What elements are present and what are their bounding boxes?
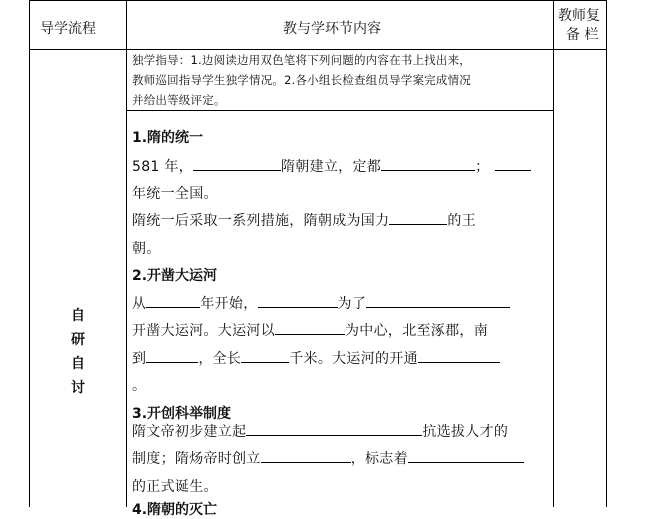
s3-line-1 xyxy=(132,421,508,441)
text: 581 年， xyxy=(132,159,193,175)
instruction-line-2: 教师巡回指导学生独学情况。2.各小组长检查组员导学案完成情况 xyxy=(132,73,471,87)
text: 制度；隋炀帝时创立 xyxy=(132,451,261,467)
section-label-char: 研 xyxy=(71,332,85,348)
fill-blank xyxy=(261,448,351,463)
text: 隋文帝初步建立起 xyxy=(132,424,247,440)
instruction-line-1: 独学指导：1.边阅读边用双色笔将下列问题的内容在书上找出来， xyxy=(132,53,471,67)
s3-line-3: 的正式诞生。 xyxy=(132,479,218,495)
fill-blank xyxy=(389,210,447,225)
table-border-left xyxy=(29,0,30,507)
fill-blank xyxy=(366,293,510,308)
table-border-right xyxy=(606,0,607,507)
column-divider-1 xyxy=(126,0,127,507)
fill-blank xyxy=(495,156,531,171)
s3-line-2 xyxy=(132,448,524,468)
header-teacher-notes-1: 教师复 xyxy=(558,8,600,24)
s2-line-4: 。 xyxy=(132,378,147,394)
text: ； xyxy=(475,159,490,175)
column-divider-2 xyxy=(553,0,554,507)
s2-line-1 xyxy=(132,293,510,313)
header-content: 教与学环节内容 xyxy=(283,21,381,37)
s2-line-2 xyxy=(132,320,488,340)
section-label-char: 自 xyxy=(71,308,85,324)
text: 千米。大运河的开通 xyxy=(289,351,418,367)
section-label-char: 自 xyxy=(71,356,85,372)
fill-blank xyxy=(418,348,500,363)
section-label xyxy=(66,304,90,400)
section-2-title: 2.开凿大运河 xyxy=(132,268,218,284)
header-process: 导学流程 xyxy=(40,21,96,37)
s1-line-3 xyxy=(132,210,476,230)
text: ，全长 xyxy=(198,351,242,367)
s1-line-4: 朝。 xyxy=(132,241,161,257)
text: 隋朝建立，定都 xyxy=(280,159,382,175)
fill-blank xyxy=(275,320,345,335)
text: 抗选拔人才的 xyxy=(422,424,509,440)
fill-blank xyxy=(408,448,524,463)
text: 为中心，北至涿郡，南 xyxy=(345,323,488,339)
header-teacher-notes-2: 备 栏 xyxy=(566,27,599,43)
text: 隋统一后采取一系列措施，隋朝成为国力 xyxy=(132,213,390,229)
text: 为了 xyxy=(337,296,367,312)
instruction-divider xyxy=(126,110,554,111)
section-1-title: 1.隋的统一 xyxy=(132,130,204,146)
fill-blank xyxy=(241,348,289,363)
text: 年开始， xyxy=(200,296,258,312)
s1-line-1 xyxy=(132,156,531,176)
section-3-title: 3.开创科举制度 xyxy=(132,406,232,422)
fill-blank xyxy=(246,421,422,436)
text: 从 xyxy=(132,296,147,312)
fill-blank xyxy=(146,348,198,363)
text: 开凿大运河。大运河以 xyxy=(132,323,275,339)
s1-line-2: 年统一全国。 xyxy=(132,186,218,202)
fill-blank xyxy=(146,293,200,308)
text: 的王 xyxy=(447,213,477,229)
fill-blank xyxy=(381,156,475,171)
text: 到 xyxy=(132,351,147,367)
section-label-char: 讨 xyxy=(71,380,85,396)
fill-blank xyxy=(258,293,338,308)
text: ，标志着 xyxy=(350,451,408,467)
section-4-title: 4.隋朝的灭亡 xyxy=(132,502,218,518)
s2-line-3 xyxy=(132,348,500,368)
table-border-top xyxy=(29,0,607,1)
fill-blank xyxy=(193,156,281,171)
instruction-line-3: 并给出等级评定。 xyxy=(132,93,226,107)
